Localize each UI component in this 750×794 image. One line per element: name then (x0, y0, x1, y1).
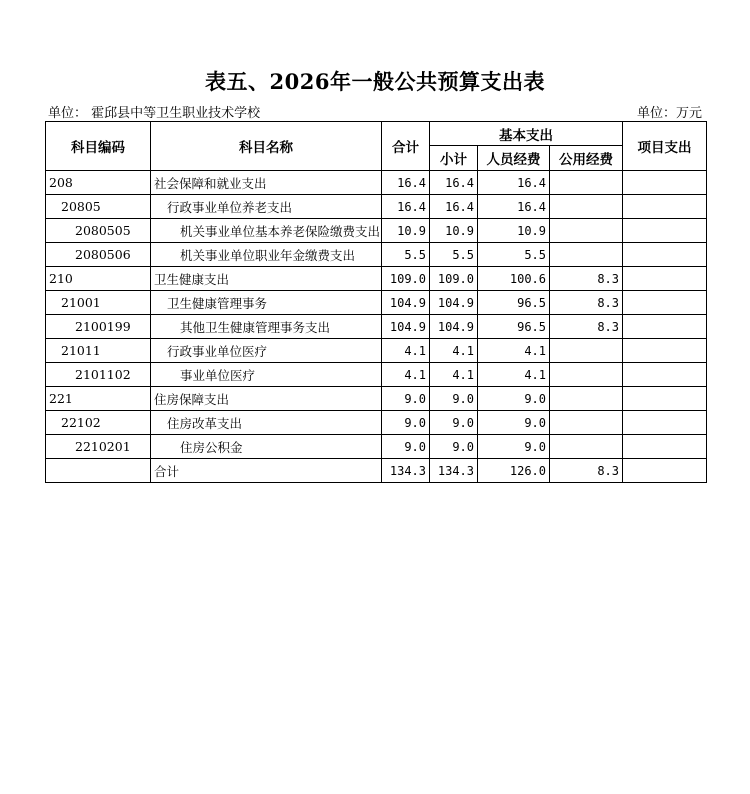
cell-subtotal: 16.4 (430, 171, 478, 195)
cell-code: 21011 (46, 339, 151, 363)
cell-project (623, 339, 707, 363)
cell-subtotal: 9.0 (430, 435, 478, 459)
header-code: 科目编码 (46, 122, 151, 171)
cell-total: 9.0 (382, 387, 430, 411)
cell-total: 9.0 (382, 411, 430, 435)
cell-name: 行政事业单位医疗 (151, 339, 382, 363)
cell-subtotal: 134.3 (430, 459, 478, 483)
table-row (46, 411, 707, 435)
cell-name: 事业单位医疗 (151, 363, 382, 387)
cell-name: 合计 (151, 459, 382, 483)
cell-total: 4.1 (382, 363, 430, 387)
cell-public: 8.3 (550, 291, 623, 315)
cell-subtotal: 4.1 (430, 339, 478, 363)
cell-project (623, 171, 707, 195)
table-row (46, 435, 707, 459)
unit-organization: 单位： 霍邱县中等卫生职业技术学校 (48, 106, 261, 121)
cell-code: 210 (46, 267, 151, 291)
cell-subtotal: 109.0 (430, 267, 478, 291)
cell-personnel: 4.1 (478, 339, 550, 363)
cell-total: 16.4 (382, 195, 430, 219)
unit-currency: 单位：万元 (636, 106, 702, 121)
cell-name: 住房公积金 (151, 435, 382, 459)
header-project: 项目支出 (623, 122, 707, 171)
cell-code: 22102 (46, 411, 151, 435)
cell-personnel: 5.5 (478, 243, 550, 267)
table-row (46, 195, 707, 219)
cell-personnel: 126.0 (478, 459, 550, 483)
cell-personnel: 9.0 (478, 387, 550, 411)
cell-project (623, 363, 707, 387)
cell-project (623, 387, 707, 411)
cell-name: 行政事业单位养老支出 (151, 195, 382, 219)
cell-personnel: 16.4 (478, 171, 550, 195)
cell-code: 208 (46, 171, 151, 195)
cell-public (550, 387, 623, 411)
cell-subtotal: 104.9 (430, 291, 478, 315)
cell-subtotal: 16.4 (430, 195, 478, 219)
header-subtotal: 小计 (430, 146, 478, 171)
cell-personnel: 9.0 (478, 435, 550, 459)
header-public: 公用经费 (550, 146, 623, 171)
header-personnel: 人员经费 (478, 146, 550, 171)
cell-total: 9.0 (382, 435, 430, 459)
cell-personnel: 96.5 (478, 315, 550, 339)
cell-public (550, 339, 623, 363)
cell-subtotal: 5.5 (430, 243, 478, 267)
cell-name: 机关事业单位职业年金缴费支出 (151, 243, 382, 267)
cell-personnel: 16.4 (478, 195, 550, 219)
cell-public (550, 435, 623, 459)
table-row (46, 291, 707, 315)
page-title: 表五、2026年一般公共预算支出表 (205, 69, 545, 94)
table-row (46, 171, 707, 195)
cell-code: 2100199 (46, 315, 151, 339)
cell-code: 2101102 (46, 363, 151, 387)
cell-code: 221 (46, 387, 151, 411)
cell-project (623, 291, 707, 315)
cell-project (623, 219, 707, 243)
cell-code: 2080505 (46, 219, 151, 243)
cell-project (623, 243, 707, 267)
table-row (46, 363, 707, 387)
table-row (46, 243, 707, 267)
table-row (46, 219, 707, 243)
cell-total: 10.9 (382, 219, 430, 243)
cell-total: 134.3 (382, 459, 430, 483)
cell-project (623, 267, 707, 291)
table-row (46, 315, 707, 339)
cell-personnel: 4.1 (478, 363, 550, 387)
cell-public: 8.3 (550, 267, 623, 291)
header-total: 合计 (382, 122, 430, 171)
header-name: 科目名称 (151, 122, 382, 171)
cell-project (623, 459, 707, 483)
cell-public (550, 411, 623, 435)
cell-total: 104.9 (382, 291, 430, 315)
cell-total: 5.5 (382, 243, 430, 267)
cell-code (46, 459, 151, 483)
cell-public (550, 243, 623, 267)
cell-name: 卫生健康支出 (151, 267, 382, 291)
cell-personnel: 10.9 (478, 219, 550, 243)
header-basic: 基本支出 (430, 122, 623, 146)
table-row (46, 387, 707, 411)
cell-code: 2210201 (46, 435, 151, 459)
cell-subtotal: 104.9 (430, 315, 478, 339)
cell-personnel: 96.5 (478, 291, 550, 315)
cell-total: 4.1 (382, 339, 430, 363)
table-row (46, 459, 707, 483)
cell-name: 社会保障和就业支出 (151, 171, 382, 195)
cell-project (623, 315, 707, 339)
cell-code: 20805 (46, 195, 151, 219)
table-row (46, 267, 707, 291)
header-row-1 (46, 122, 707, 146)
cell-subtotal: 10.9 (430, 219, 478, 243)
cell-public: 8.3 (550, 459, 623, 483)
budget-table (45, 121, 707, 483)
cell-project (623, 411, 707, 435)
cell-public (550, 219, 623, 243)
cell-code: 21001 (46, 291, 151, 315)
cell-total: 104.9 (382, 315, 430, 339)
table-row (46, 339, 707, 363)
cell-subtotal: 9.0 (430, 387, 478, 411)
cell-name: 其他卫生健康管理事务支出 (151, 315, 382, 339)
cell-project (623, 195, 707, 219)
cell-subtotal: 9.0 (430, 411, 478, 435)
cell-public (550, 195, 623, 219)
cell-public: 8.3 (550, 315, 623, 339)
cell-total: 16.4 (382, 171, 430, 195)
cell-public (550, 171, 623, 195)
cell-project (623, 435, 707, 459)
cell-subtotal: 4.1 (430, 363, 478, 387)
cell-code: 2080506 (46, 243, 151, 267)
cell-name: 机关事业单位基本养老保险缴费支出 (151, 219, 382, 243)
cell-personnel: 9.0 (478, 411, 550, 435)
cell-public (550, 363, 623, 387)
cell-name: 住房保障支出 (151, 387, 382, 411)
cell-name: 住房改革支出 (151, 411, 382, 435)
cell-name: 卫生健康管理事务 (151, 291, 382, 315)
cell-total: 109.0 (382, 267, 430, 291)
cell-personnel: 100.6 (478, 267, 550, 291)
